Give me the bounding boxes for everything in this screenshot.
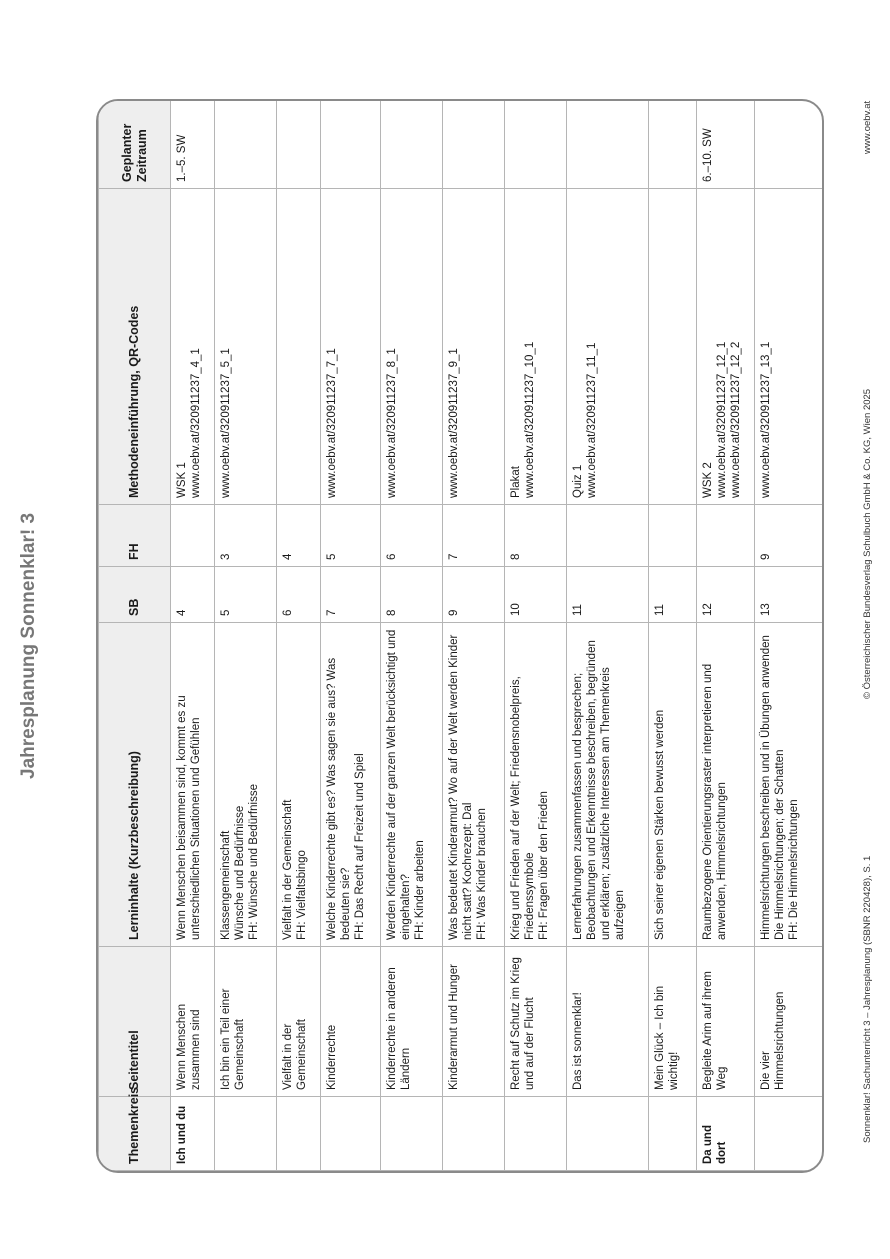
sb-cell: 11: [567, 567, 649, 623]
fh-cell: 9: [755, 505, 823, 567]
theme-cell: [567, 1097, 649, 1171]
time-cell: 1.–5. SW: [171, 101, 215, 189]
method-cell: [755, 189, 823, 505]
method-cell-line: www.oebv.at/320911237_7_1: [326, 348, 338, 498]
content-cell-line: FH: Wünsche und Bedürfnisse: [248, 784, 260, 940]
page-title-cell: Kinderrechte in anderen Ländern: [381, 947, 443, 1097]
method-cell: [697, 189, 755, 505]
method-cell-line: www.oebv.at/320911237_13_1: [760, 341, 772, 498]
time-cell: [215, 101, 277, 189]
plan-table-frame: [96, 99, 824, 1173]
page-title-cell: Wenn Menschen zusammen sind: [171, 947, 215, 1097]
time-cell: [649, 101, 697, 189]
time-cell: [755, 101, 823, 189]
header-method: Methodeneinführung, QR-Codes: [99, 189, 171, 505]
sb-cell: 6: [277, 567, 321, 623]
method-cell-line: www.oebv.at/320911237_12_1: [716, 341, 728, 498]
theme-cell: Da und dort: [697, 1097, 755, 1171]
fh-cell: 4: [277, 505, 321, 567]
content-cell: [381, 623, 443, 947]
content-cell: [567, 623, 649, 947]
header-time: Geplanter Zeitraum: [99, 101, 171, 189]
page-title-cell: Recht auf Schutz im Krieg und auf der Flucht: [505, 947, 567, 1097]
footer-website: www.oebv.at: [862, 100, 873, 154]
table-row: [443, 101, 505, 1171]
fh-cell: [171, 505, 215, 567]
content-cell: [755, 623, 823, 947]
header-theme: Themenkreis: [99, 1097, 171, 1171]
content-cell-line: FH: Das Recht auf Freizeit und Spiel: [354, 753, 366, 940]
time-cell: [567, 101, 649, 189]
time-cell: [381, 101, 443, 189]
content-cell-line: Krieg und Frieden auf der Welt; Friedensnobelpreis, Friedenssymbole: [510, 676, 536, 940]
method-cell: [649, 189, 697, 505]
header-sb: SB: [99, 567, 171, 623]
footer-left: Sonnenklar! Sachunterricht 3 – Jahresplanung (SBNR 220428), S. 1: [862, 855, 873, 1143]
table-row: [567, 101, 649, 1171]
method-cell-line: www.oebv.at/320911237_9_1: [448, 348, 460, 498]
table-row: [321, 101, 381, 1171]
header-content: Lerninhalte (Kurzbeschreibung): [99, 623, 171, 947]
method-cell-line: www.oebv.at/320911237_8_1: [386, 348, 398, 498]
sb-cell: 4: [171, 567, 215, 623]
footer-copyright: © Österreichischer Bundesverlag Schulbuch GmbH & Co. KG, Wien 2025: [862, 388, 873, 699]
method-cell: [505, 189, 567, 505]
content-cell-line: Werden Kinderrechte auf der ganzen Welt berücksichtigt und eingehalten?: [386, 629, 412, 940]
theme-cell: [505, 1097, 567, 1171]
page-title-cell: Die vier Himmelsrichtungen: [755, 947, 823, 1097]
theme-cell: [321, 1097, 381, 1171]
content-cell-line: FH: Die Himmelsrichtungen: [788, 799, 800, 940]
method-cell: [277, 189, 321, 505]
method-cell-line: www.oebv.at/320911237_5_1: [220, 348, 232, 498]
theme-cell: [381, 1097, 443, 1171]
page-title-cell: Ich bin ein Teil einer Gemeinschaft: [215, 947, 277, 1097]
method-cell-line: WSK 1: [176, 462, 188, 498]
method-cell-line: www.oebv.at/320911237_12_2: [730, 341, 742, 498]
method-cell: [171, 189, 215, 505]
table-row: [505, 101, 567, 1171]
page-title-cell: Kinderrechte: [321, 947, 381, 1097]
method-cell-line: Quiz 1: [572, 464, 584, 498]
content-cell-line: Wenn Menschen beisammen sind, kommt es zu unterschiedlichen Situationen und Gefühlen: [176, 695, 202, 940]
content-cell-line: Klassengemeinschaft: [220, 830, 232, 940]
content-cell-line: Welche Kinderrechte gibt es? Was sagen sie aus? Was bedeuten sie?: [326, 657, 352, 940]
content-cell-line: FH: Kinder arbeiten: [414, 840, 426, 940]
content-cell-line: Lernerfahrungen zusammenfassen und besprechen; Beobachtungen und Erkenntnisse beschreiben, begründen und erklären; zusätzliche Interessen am Themenkreis aufzeigen: [572, 640, 626, 940]
fh-cell: [567, 505, 649, 567]
table-row: [755, 101, 823, 1171]
page-title-cell: Vielfalt in der Gemeinschaft: [277, 947, 321, 1097]
content-cell-line: Sich seiner eigenen Stärken bewusst werden: [654, 709, 666, 940]
content-cell: [443, 623, 505, 947]
method-cell: [567, 189, 649, 505]
sb-cell: 10: [505, 567, 567, 623]
fh-cell: [697, 505, 755, 567]
table-row: [215, 101, 277, 1171]
sb-cell: 8: [381, 567, 443, 623]
table-header-row: [99, 101, 171, 1171]
page-title-cell: Begleite Arim auf ihrem Weg: [697, 947, 755, 1097]
method-cell-line: www.oebv.at/320911237_4_1: [190, 348, 202, 498]
sb-cell: 13: [755, 567, 823, 623]
sb-cell: 12: [697, 567, 755, 623]
table-row: [649, 101, 697, 1171]
page-title-cell: Mein Glück – Ich bin wichtig!: [649, 947, 697, 1097]
sb-cell: 5: [215, 567, 277, 623]
theme-cell: [443, 1097, 505, 1171]
fh-cell: 7: [443, 505, 505, 567]
content-cell: [171, 623, 215, 947]
method-cell: [443, 189, 505, 505]
fh-cell: 3: [215, 505, 277, 567]
theme-cell: [649, 1097, 697, 1171]
content-cell-line: Die Himmelsrichtungen; der Schatten: [774, 749, 786, 940]
time-cell: [505, 101, 567, 189]
table-row: [277, 101, 321, 1171]
fh-cell: [649, 505, 697, 567]
plan-table: [98, 100, 823, 1171]
theme-cell: [755, 1097, 823, 1171]
time-cell: [277, 101, 321, 189]
content-cell-line: FH: Vielfaltsbingo: [296, 850, 308, 940]
method-cell: [381, 189, 443, 505]
fh-cell: 6: [381, 505, 443, 567]
time-cell: 6.–10. SW: [697, 101, 755, 189]
content-cell: [649, 623, 697, 947]
sb-cell: 11: [649, 567, 697, 623]
table-row: [381, 101, 443, 1171]
content-cell-line: Himmelsrichtungen beschreiben und in Übungen anwenden: [760, 635, 772, 940]
theme-cell: [277, 1097, 321, 1171]
content-cell-line: FH: Was Kinder brauchen: [476, 808, 488, 940]
header-page: Seitentitel: [99, 947, 171, 1097]
content-cell-line: FH: Fragen über den Frieden: [538, 791, 550, 940]
content-cell: [697, 623, 755, 947]
fh-cell: 5: [321, 505, 381, 567]
method-cell-line: www.oebv.at/320911237_11_1: [586, 342, 598, 498]
table-row: [697, 101, 755, 1171]
content-cell: [321, 623, 381, 947]
page-title: Jahresplanung Sonnenklar! 3: [18, 512, 39, 779]
method-cell: [215, 189, 277, 505]
time-cell: [321, 101, 381, 189]
page-title-cell: Kinderarmut und Hunger: [443, 947, 505, 1097]
page-title-cell: Das ist sonnenklar!: [567, 947, 649, 1097]
header-fh: FH: [99, 505, 171, 567]
sb-cell: 7: [321, 567, 381, 623]
method-cell-line: www.oebv.at/320911237_10_1: [524, 341, 536, 498]
method-cell: [321, 189, 381, 505]
content-cell: [277, 623, 321, 947]
method-cell-line: WSK 2: [702, 462, 714, 498]
time-cell: [443, 101, 505, 189]
fh-cell: 8: [505, 505, 567, 567]
content-cell-line: Was bedeutet Kinderarmut? Wo auf der Welt werden Kinder nicht satt? Kochrezept: Dal: [448, 634, 474, 940]
content-cell-line: Vielfalt in der Gemeinschaft: [282, 799, 294, 940]
theme-cell: [215, 1097, 277, 1171]
theme-cell: Ich und du: [171, 1097, 215, 1171]
content-cell: [505, 623, 567, 947]
sb-cell: 9: [443, 567, 505, 623]
table-row: [171, 101, 215, 1171]
content-cell-line: Wünsche und Bedürfnisse: [234, 805, 246, 940]
content-cell-line: Raumbezogene Orientierungsraster interpretieren und anwenden, Himmelsrichtungen: [702, 663, 728, 940]
method-cell-line: Plakat: [510, 466, 522, 498]
content-cell: [215, 623, 277, 947]
